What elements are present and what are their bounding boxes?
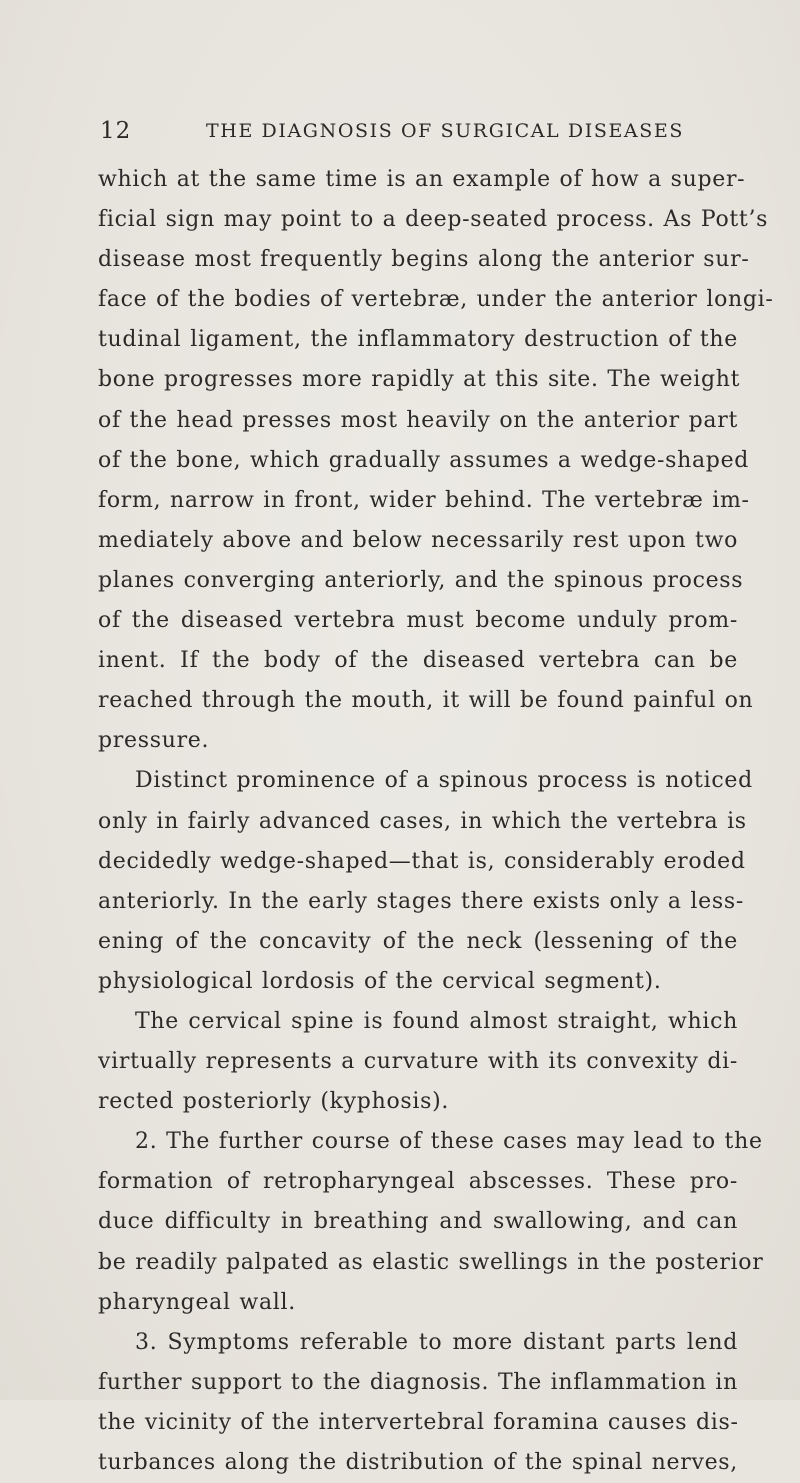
text-line: further support to the diagnosis. The inflammation in <box>98 1369 738 1395</box>
text-line: ficial sign may point to a deep-seated process. As Pott’s <box>98 207 769 233</box>
text-line: of the head presses most heavily on the anterior part <box>98 407 738 433</box>
text-line: disease most frequently begins along the anterior sur- <box>98 247 750 273</box>
text-line: 2. The further course of these cases may lead to the <box>135 1129 763 1155</box>
text-line: turbances along the distribution of the spinal nerves, <box>98 1450 738 1475</box>
text-line: mediately above and below necessarily rest upon two <box>98 527 739 553</box>
page-header <box>100 118 740 148</box>
text-line: bone progresses more rapidly at this site. The weight <box>98 367 741 393</box>
text-line: only in fairly advanced cases, in which the vertebra is <box>98 808 747 834</box>
text-line: The cervical spine is found almost straight, which <box>135 1008 738 1034</box>
page-number: 12 <box>100 118 132 144</box>
text-line: form, narrow in front, wider behind. The vertebræ im- <box>98 487 750 513</box>
text-line: duce difficulty in breathing and swallowing, and can <box>98 1209 738 1235</box>
text-line: rected posteriorly (kyphosis). <box>98 1089 450 1115</box>
text-line: face of the bodies of vertebræ, under the anterior longi- <box>98 287 774 313</box>
text-line: which at the same time is an example of how a super- <box>98 167 746 192</box>
text-line: of the diseased vertebra must become unduly prom- <box>98 608 738 634</box>
text-line: ening of the concavity of the neck (lessening of the <box>98 928 738 954</box>
running-head: THE DIAGNOSIS OF SURGICAL DISEASES <box>206 120 684 142</box>
text-line: of the bone, which gradually assumes a wedge-shaped <box>98 447 750 473</box>
text-line: reached through the mouth, it will be found painful on <box>98 688 754 714</box>
text-line: pressure. <box>98 728 210 754</box>
body-text <box>98 160 774 1483</box>
text-line: the vicinity of the intervertebral foramina causes dis- <box>98 1409 739 1435</box>
text-line: decidedly wedge-shaped—that is, considerably eroded <box>98 848 746 874</box>
text-line: be readily palpated as elastic swellings in the posterior <box>98 1249 764 1275</box>
text-line: pharyngeal wall. <box>98 1289 296 1315</box>
text-line: Distinct prominence of a spinous process is noticed <box>135 768 753 794</box>
text-line: 3. Symptoms referable to more distant parts lend <box>135 1329 738 1355</box>
text-line: formation of retropharyngeal abscesses. These pro- <box>98 1169 738 1195</box>
text-line: tudinal ligament, the inflammatory destruction of the <box>98 327 738 353</box>
text-line: inent. If the body of the diseased vertebra can be <box>98 648 738 674</box>
text-line: virtually represents a curvature with its convexity di- <box>98 1049 738 1075</box>
text-line: physiological lordosis of the cervical segment). <box>98 968 662 994</box>
text-line: anteriorly. In the early stages there exists only a less- <box>98 888 744 914</box>
text-line: planes converging anteriorly, and the spinous process <box>98 567 744 593</box>
